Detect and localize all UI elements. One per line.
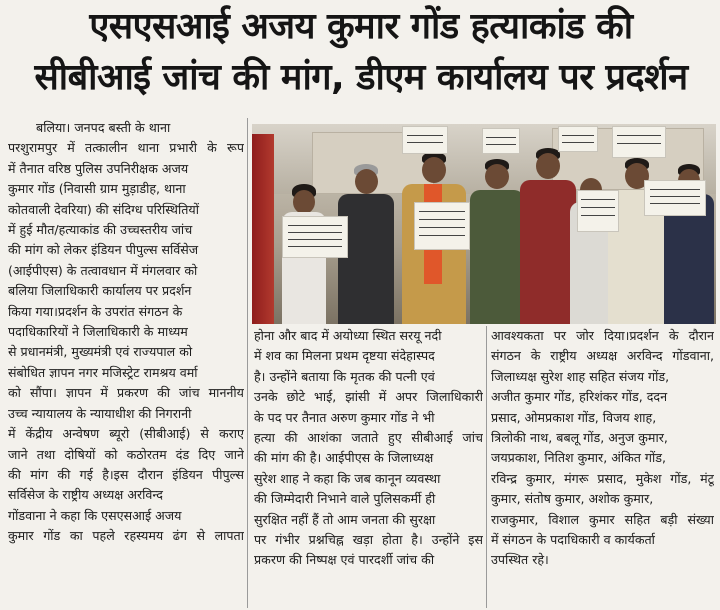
article-text-line: अजीत कुमार गोंड, हरिशंकर गोंड, ददन [491,389,668,405]
article-text-line: की मांग की है। आईपीएस के जिलाध्यक्ष [254,450,434,466]
article-text-line: की मांग की गई है।इस दौरान इंडियन पीपुल्स [8,466,244,482]
headline-line-1: एसएसआई अजय कुमार गोंड हत्याकांड की [89,6,633,47]
article-text-line: उपस्थित रहे। [491,552,549,568]
article-text-line: सुरक्षित नहीं हैं तो आम जनता की सुरक्षा [254,511,436,527]
protest-placard [482,128,520,154]
article-text-line: उच्च न्यायालय के न्यायाधीश की निगरानी [8,405,192,421]
article-text-line: में हुई मौत/हत्याकांड की उच्चस्तरीय जांच [8,222,193,238]
article-text-line: जाने तथा दोषियों को कठोरतम दंड दिए जाने [8,446,244,462]
protest-placard [558,126,598,152]
article-text-line: (आईपीएस) के तत्वावधान में मंगलवार को [8,262,198,278]
protest-placard [414,202,470,250]
article-text-line: सर्विसेज के राष्ट्रीय अध्यक्ष अरविन्द [8,487,163,503]
headline-line-2: सीबीआई जांच की मांग, डीएम कार्यालय पर प्रदर्शन [34,57,688,98]
article-text-line: गोंडवाना ने कहा कि एसएसआई अजय [8,507,182,523]
protest-placard [577,190,619,232]
article-column-2 [254,326,483,571]
protest-placard [402,126,448,154]
column-divider-1 [247,118,248,608]
article-text-line: की मांग को लेकर इंडियन पीपुल्स सर्विसेज [8,242,199,258]
article-text-line: कोतवाली देवरिया) की संदिग्ध परिस्थितियों [8,201,199,217]
article-text-line: प्रसाद, ओमप्रकाश गोंड, विजय शाह, [491,409,657,425]
protest-placard [282,216,348,258]
article-text-line: है। उन्होंने बताया कि मृतक की पत्नी एवं [254,368,435,384]
article-text-line: के पद पर तैनात अरुण कुमार गोंड ने भी [254,409,435,425]
article-text-line: संगठन के राष्ट्रीय अध्यक्ष अरविन्द गोंडवाना, [491,348,714,364]
photo-person [470,159,524,324]
article-text-line: त्रिलोकी नाथ, बबलू गोंड, अनुज कुमार, [491,430,668,446]
protest-photo [252,124,716,324]
article-text-line: में संगठन के पदाधिकारी व कार्यकर्ता [491,532,655,548]
article-text-line: में शव का मिलना प्रथम दृष्टया संदेहास्पद [254,348,435,364]
article-text-line: हत्या की आशंका जताते हुए सीबीआई जांच [254,430,483,446]
article-text-line: उनके छोटे भाई, झांसी में अपर जिलाधिकारी [254,389,483,405]
article-text-line: सुरेश शाह ने कहा कि जब कानून व्यवस्था [254,470,441,486]
article-text-line: में केंद्रीय अन्वेषण ब्यूरो (सीबीआई) से कराए [8,426,244,442]
article-text-line: पर गंभीर प्रश्नचिह्न खड़ा होता है। उन्होंने इस [254,532,483,548]
protest-placard [612,126,666,158]
headline [6,2,716,104]
article-column-1 [8,118,244,547]
article-text-line: को सौंपा। ज्ञापन में प्रकरण की जांच माननीय [8,385,244,401]
article-text-line: होना और बाद में अयोध्या स्थित सरयू नदी [254,328,442,343]
article-text-line: आवश्यकता पर जोर दिया।प्रदर्शन के दौरान [491,328,714,343]
article-text-line: रविन्द्र कुमार, मंगरू प्रसाद, मुकेश गोंड, मंटू [491,470,714,486]
protest-placard [644,180,706,216]
photo-person [520,148,576,324]
article-text-line: जयप्रकाश, नितिश कुमार, अंकित गोंड, [491,450,667,466]
article-text-line: संबोधित ज्ञापन नगर मजिस्ट्रेट रामश्रय वर्मा [8,364,198,380]
article-text-line: बलिया जिलाधिकारी कार्यालय पर प्रदर्शन [8,283,192,299]
article-text-line: कुमार गोंड का पहले रहस्यमय ढंग से लापता [8,528,244,544]
article-column-3 [491,326,714,571]
article-text-line: प्रकरण की निष्पक्ष एवं पारदर्शी जांच की [254,552,435,568]
article-text-line: बलिया। जनपद बस्ती के थाना [36,120,171,135]
article-text-line: कुमार गोंड (निवासी ग्राम मुड़ाडीह, थाना [8,181,186,197]
photo-red-banner [252,134,274,324]
article-text-line: परशुरामपुर में तत्कालीन थाना प्रभारी के रूप [8,140,244,156]
column-divider-2 [486,326,487,608]
article-text-line: में तैनात वरिष्ठ पुलिस उपनिरीक्षक अजय [8,160,189,176]
article-text-line: की जिम्मेदारी निभाने वाले पुलिसकर्मी ही [254,491,436,507]
article-text-line: राजकुमार, विशाल कुमार सहित बड़ी संख्या [491,511,714,527]
article-text-line: किया गया।प्रदर्शन के उपरांत संगठन के [8,303,183,319]
article-text-line: जिलाध्यक्ष सुरेश शाह सहित संजय गोंड, [491,368,670,384]
article-text-line: से प्रधानमंत्री, मुख्यमंत्री एवं राज्यपाल को [8,344,193,360]
article-text-line: कुमार, संतोष कुमार, अशोक कुमार, [491,491,654,507]
article-text-line: पदाधिकारियों ने जिलाधिकारी के माध्यम [8,324,188,340]
